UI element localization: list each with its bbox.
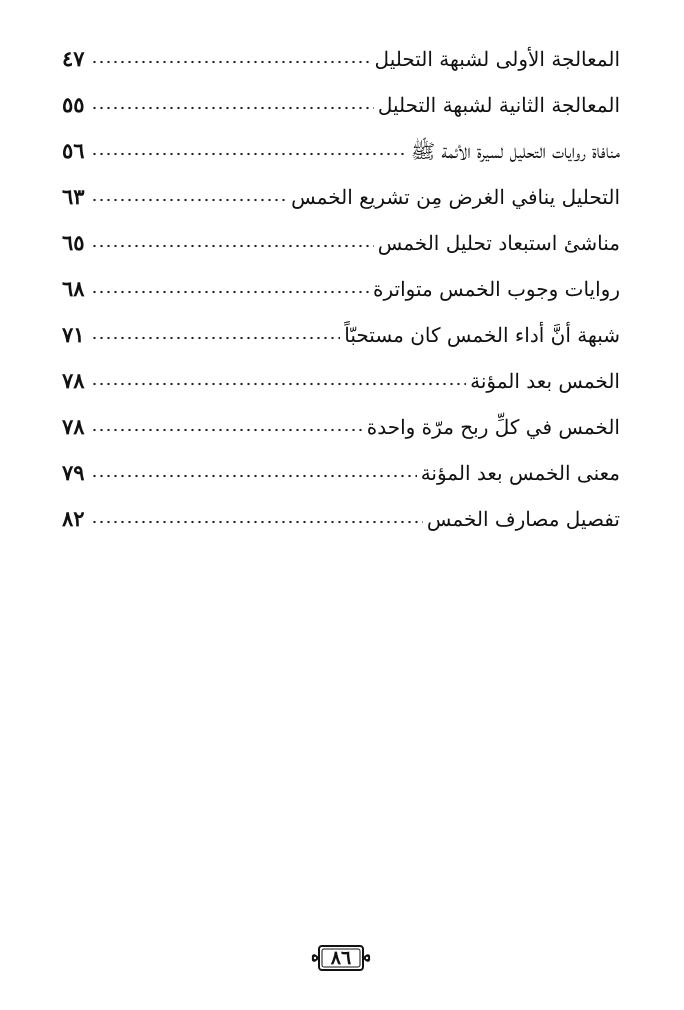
toc-title: المعالجة الثانية لشبهة التحليل [377,93,620,117]
toc-page-number: ٨٢ [62,506,85,531]
toc-title: روايات وجوب الخمس متواترة [373,277,620,301]
toc-entry [62,362,620,396]
dot-leader [91,426,363,434]
toc-entry [62,40,620,74]
toc-entry [62,86,620,120]
toc-entry [62,178,620,212]
toc-entry [62,316,620,350]
dot-leader [91,242,374,250]
toc-page-number: ٧٨ [62,414,85,439]
toc-entry [62,454,620,488]
toc-entry [62,408,620,442]
page-number-frame [310,943,372,973]
dot-leader [91,150,407,158]
toc-page-number: ٦٥ [62,230,85,255]
toc-title: منافاة روايات التحليل لسيرة الأئمة ﷺ [411,139,620,163]
dot-leader [91,288,369,296]
page-number: ٨٦ [330,947,352,969]
toc-title: شبهة أنَّ أداء الخمس كان مستحبّاً [344,323,620,347]
toc-title: المعالجة الأولى لشبهة التحليل [374,47,620,71]
toc-page-number: ٦٣ [62,184,85,209]
dot-leader [91,380,467,388]
toc-page-number: ٤٧ [62,46,85,71]
toc-page-number: ٧٨ [62,368,85,393]
toc-title: تفصيل مصارف الخمس [426,507,620,531]
dot-leader [91,518,423,526]
toc-title: معنى الخمس بعد المؤنة [420,461,620,485]
dot-leader [91,58,371,66]
toc-entry [62,224,620,258]
dot-leader [91,472,417,480]
dot-leader [91,196,288,204]
toc-title: مناشئ استبعاد تحليل الخمس [377,231,620,255]
toc-entry [62,500,620,534]
dot-leader [91,104,374,112]
toc-title: التحليل ينافي الغرض مِن تشريع الخمس [291,185,620,209]
toc-page-number: ٦٨ [62,276,85,301]
toc-entry [62,270,620,304]
toc-title: الخمس بعد المؤنة [470,369,620,393]
toc-title: الخمس في كلِّ ربح مرّة واحدة [366,415,620,439]
toc-page-number: ٥٥ [62,92,85,117]
dot-leader [91,334,341,342]
toc-page-number: ٧١ [62,322,85,347]
toc-page-number: ٧٩ [62,460,85,485]
toc-page-number: ٥٦ [62,138,85,163]
toc-entry [62,132,620,166]
